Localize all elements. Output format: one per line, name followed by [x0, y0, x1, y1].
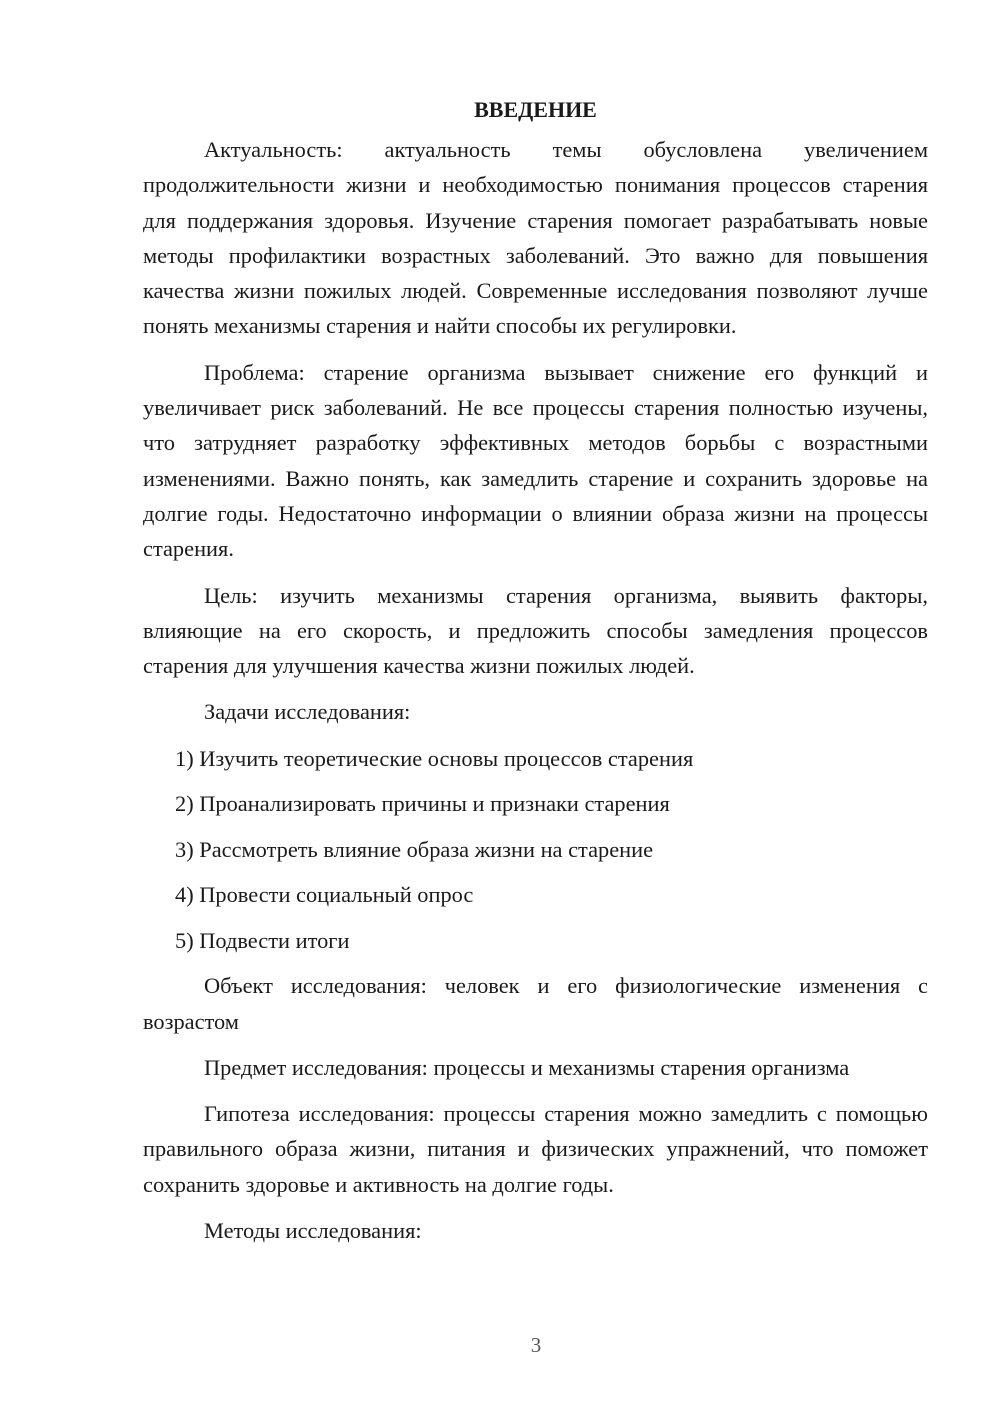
- list-item: 2) Проанализировать причины и признаки старения: [175, 791, 670, 817]
- object-paragraph: Объект исследования: человек и его физиологические изменения с возрастом: [143, 973, 928, 1034]
- methods-heading: Методы исследования:: [204, 1218, 422, 1244]
- list-item: 4) Провести социальный опрос: [175, 882, 474, 908]
- section-title: ВВЕДЕНИЕ: [474, 97, 597, 122]
- goal-paragraph: Цель: изучить механизмы старения организма, выявить факторы, влияющие на его скорость, и предложить способы замедления процессов старения для улучшения качества жизни пожилых людей.: [143, 582, 928, 679]
- document-page: [143, 92, 928, 1259]
- page-number: 3: [530, 1333, 542, 1357]
- subject-paragraph: Предмет исследования: процессы и механизмы старения организма: [204, 1054, 850, 1080]
- list-item: 3) Рассмотреть влияние образа жизни на старение: [175, 836, 654, 862]
- relevance-paragraph: Актуальность: актуальность темы обусловлена увеличением продолжительности жизни и необходимостью понимания процессов старения для поддержания здоровья. Изучение старения помогает разрабатывать новые методы профилактики возрастных заболеваний. Это важно для повышения качества жизни пожилых людей. Современные исследования позволяют лучше понять механизмы старения и найти способы их регулировки.: [143, 137, 928, 339]
- tasks-list: [143, 741, 928, 958]
- list-item: 5) Подвести итоги: [175, 927, 350, 953]
- tasks-heading: Задачи исследования:: [204, 699, 411, 725]
- problem-paragraph: Проблема: старение организма вызывает снижение его функций и увеличивает риск заболеваний. Не все процессы старения полностью изучены, что затрудняет разработку эффективных методов борьбы с возрастными изменениями. Важно понять, как замедлить старение и сохранить здоровье на долгие годы. Недостаточно информации о влиянии образа жизни на процессы старения.: [143, 359, 928, 562]
- hypothesis-paragraph: Гипотеза исследования: процессы старения можно замедлить с помощью правильного образа жизни, питания и физических упражнений, что поможет сохранить здоровье и активность на долгие годы.: [143, 1101, 928, 1197]
- list-item: 1) Изучить теоретические основы процессов старения: [175, 745, 694, 771]
